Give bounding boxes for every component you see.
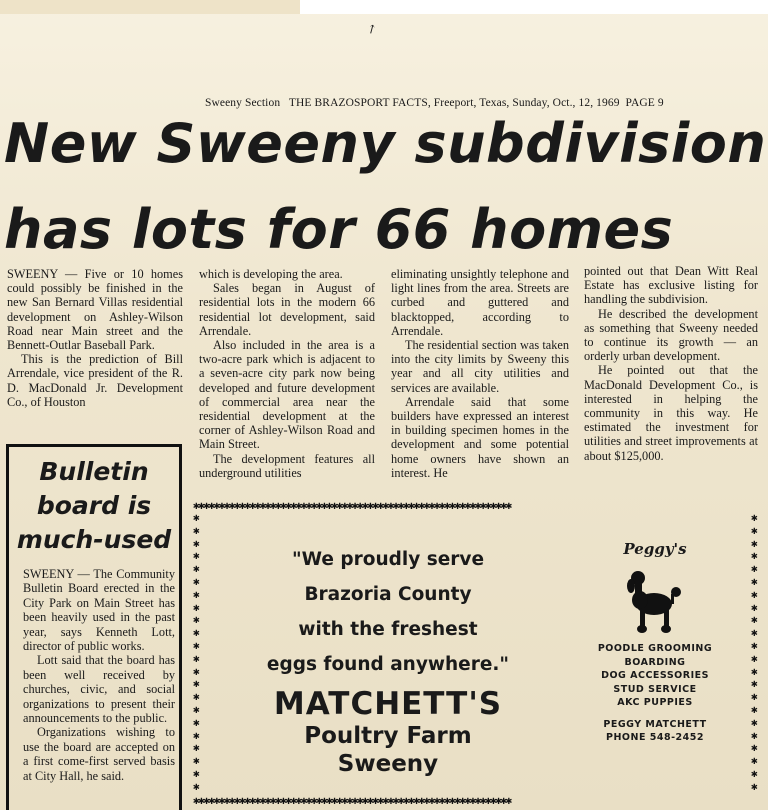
article-paragraph: which is developing the area. xyxy=(199,267,343,281)
torn-edge xyxy=(0,0,300,14)
page-number: PAGE 9 xyxy=(625,97,664,109)
article-paragraph: The residential section was taken into the city limits by Sweeny this year and all city utilities and services are available. xyxy=(391,338,569,395)
contact-block xyxy=(565,718,745,744)
poodle-icon xyxy=(620,566,690,636)
service-item: STUD SERVICE xyxy=(613,683,697,695)
paper-dateline: THE BRAZOSPORT FACTS, Freeport, Texas, Sunday, Oct., 12, 1969 xyxy=(288,97,620,109)
bulletin-title-line: much-used xyxy=(16,525,172,554)
slogan-line: eggs found anywhere." xyxy=(266,654,510,675)
slogan-line: with the freshest xyxy=(298,619,478,640)
article-column-3 xyxy=(391,267,569,480)
article-paragraph: The development features all underground utilities xyxy=(199,451,375,480)
business-name: MATCHETT'S xyxy=(273,686,503,722)
business-location: Sweeny xyxy=(337,751,439,777)
article-paragraph: Sales began in August of residential lots in the modern 66 residential lot development, said Arrendale. xyxy=(199,281,375,338)
article-paragraph: He described the development as something that Sweeny needed to continue its growth — an orderly urban development. xyxy=(584,306,758,364)
service-item: AKC PUPPIES xyxy=(617,697,693,708)
star-border-left: ✱✱✱✱✱✱✱✱✱✱✱✱✱✱✱✱✱✱✱✱✱✱ xyxy=(193,511,200,793)
section-label: Sweeny Section xyxy=(205,97,281,109)
bulletin-paragraph: SWEENY — The Community Bulletin Board erected in the City Park on Main Street has been heavily used in the past year, says Kenneth Lott, director of public works. xyxy=(23,567,175,654)
business-subtitle: Poultry Farm xyxy=(304,723,472,749)
peggy-brand: Peggy's xyxy=(623,540,687,558)
article-column-4 xyxy=(584,264,758,463)
article-paragraph: Arrendale said that some builders have expressed an interest in building specimen homes in the development and some potential home owners have shown an interest. He xyxy=(391,394,569,480)
contact-phone: PHONE 548-2452 xyxy=(606,731,704,743)
slogan-line: Brazoria County xyxy=(304,584,472,605)
top-margin xyxy=(0,0,768,14)
article-paragraph: This is the prediction of Bill Arrendale, vice president of the R. D. MacDonald Jr. Development Co., of Houston xyxy=(7,352,183,409)
article-column-2 xyxy=(199,267,375,480)
advertisement xyxy=(193,500,761,806)
article-paragraph: SWEENY — Five or 10 homes could possibly be finished in the new San Bernard Villas residential development on Ashley-Wilson Road near Main street and the Bennett-Outlar Baseball Park. xyxy=(7,267,183,353)
headline-line-2: has lots for 66 homes xyxy=(4,198,674,261)
bulletin-paragraph: Lott said that the board has been well received by churches, civic, and social organizations to present their announcements to the public. xyxy=(23,653,175,726)
article-paragraph: Also included in the area is a two-acre park which is adjacent to a seven-acre city park now being developed and future development of commercial area near the residential development at the corner of Ashley-Wilson Road and Main Street. xyxy=(199,338,375,452)
peggys-poodle-ad xyxy=(565,540,745,744)
slogan-line: "We proudly serve xyxy=(292,549,484,570)
service-item: DOG ACCESSORIES xyxy=(601,670,709,681)
article-paragraph: pointed out that Dean Witt Real Estate has exclusive listing for handling the subdivision. xyxy=(584,264,758,307)
ink-mark: ↗ xyxy=(363,20,380,38)
article-paragraph: He pointed out that the MacDonald Development Co., is interested in helping the community in this way. He estimated the investment for utilities and street improvements at about $125,000. xyxy=(584,363,758,463)
service-item: BOARDING xyxy=(624,656,686,668)
bulletin-box xyxy=(6,444,182,810)
star-border-right: ✱✱✱✱✱✱✱✱✱✱✱✱✱✱✱✱✱✱✱✱✱✱ xyxy=(751,511,758,793)
contact-name: PEGGY MATCHETT xyxy=(603,718,707,730)
service-list xyxy=(565,642,745,710)
article-paragraph: eliminating unsightly telephone and light lines from the area. Streets are curbed and guttered and blacktopped, according to Arrendale. xyxy=(391,267,569,338)
service-item: POODLE GROOMING xyxy=(597,643,713,654)
article-column-1 xyxy=(7,267,183,409)
masthead xyxy=(205,97,765,109)
star-border-bottom: ✱✱✱✱✱✱✱✱✱✱✱✱✱✱✱✱✱✱✱✱✱✱✱✱✱✱✱✱✱✱✱✱✱✱✱✱✱✱✱✱✱✱✱✱✱✱✱✱✱✱✱✱✱✱✱✱✱✱✱✱✱✱ xyxy=(193,794,511,807)
bulletin-paragraph: Organizations wishing to use the board are accepted on a first come-first served basis at City Hall, he said. xyxy=(23,725,175,783)
bulletin-title xyxy=(9,455,179,557)
ad-slogan xyxy=(223,542,553,682)
bulletin-title-line: board is xyxy=(36,491,152,520)
headline-line-1: New Sweeny subdivision xyxy=(4,112,767,175)
bulletin-body xyxy=(23,567,175,783)
bulletin-title-line: Bulletin xyxy=(39,457,149,486)
farm-name-block xyxy=(223,686,553,778)
star-border-top: ✱✱✱✱✱✱✱✱✱✱✱✱✱✱✱✱✱✱✱✱✱✱✱✱✱✱✱✱✱✱✱✱✱✱✱✱✱✱✱✱✱✱✱✱✱✱✱✱✱✱✱✱✱✱✱✱✱✱✱✱✱✱ xyxy=(193,499,511,512)
